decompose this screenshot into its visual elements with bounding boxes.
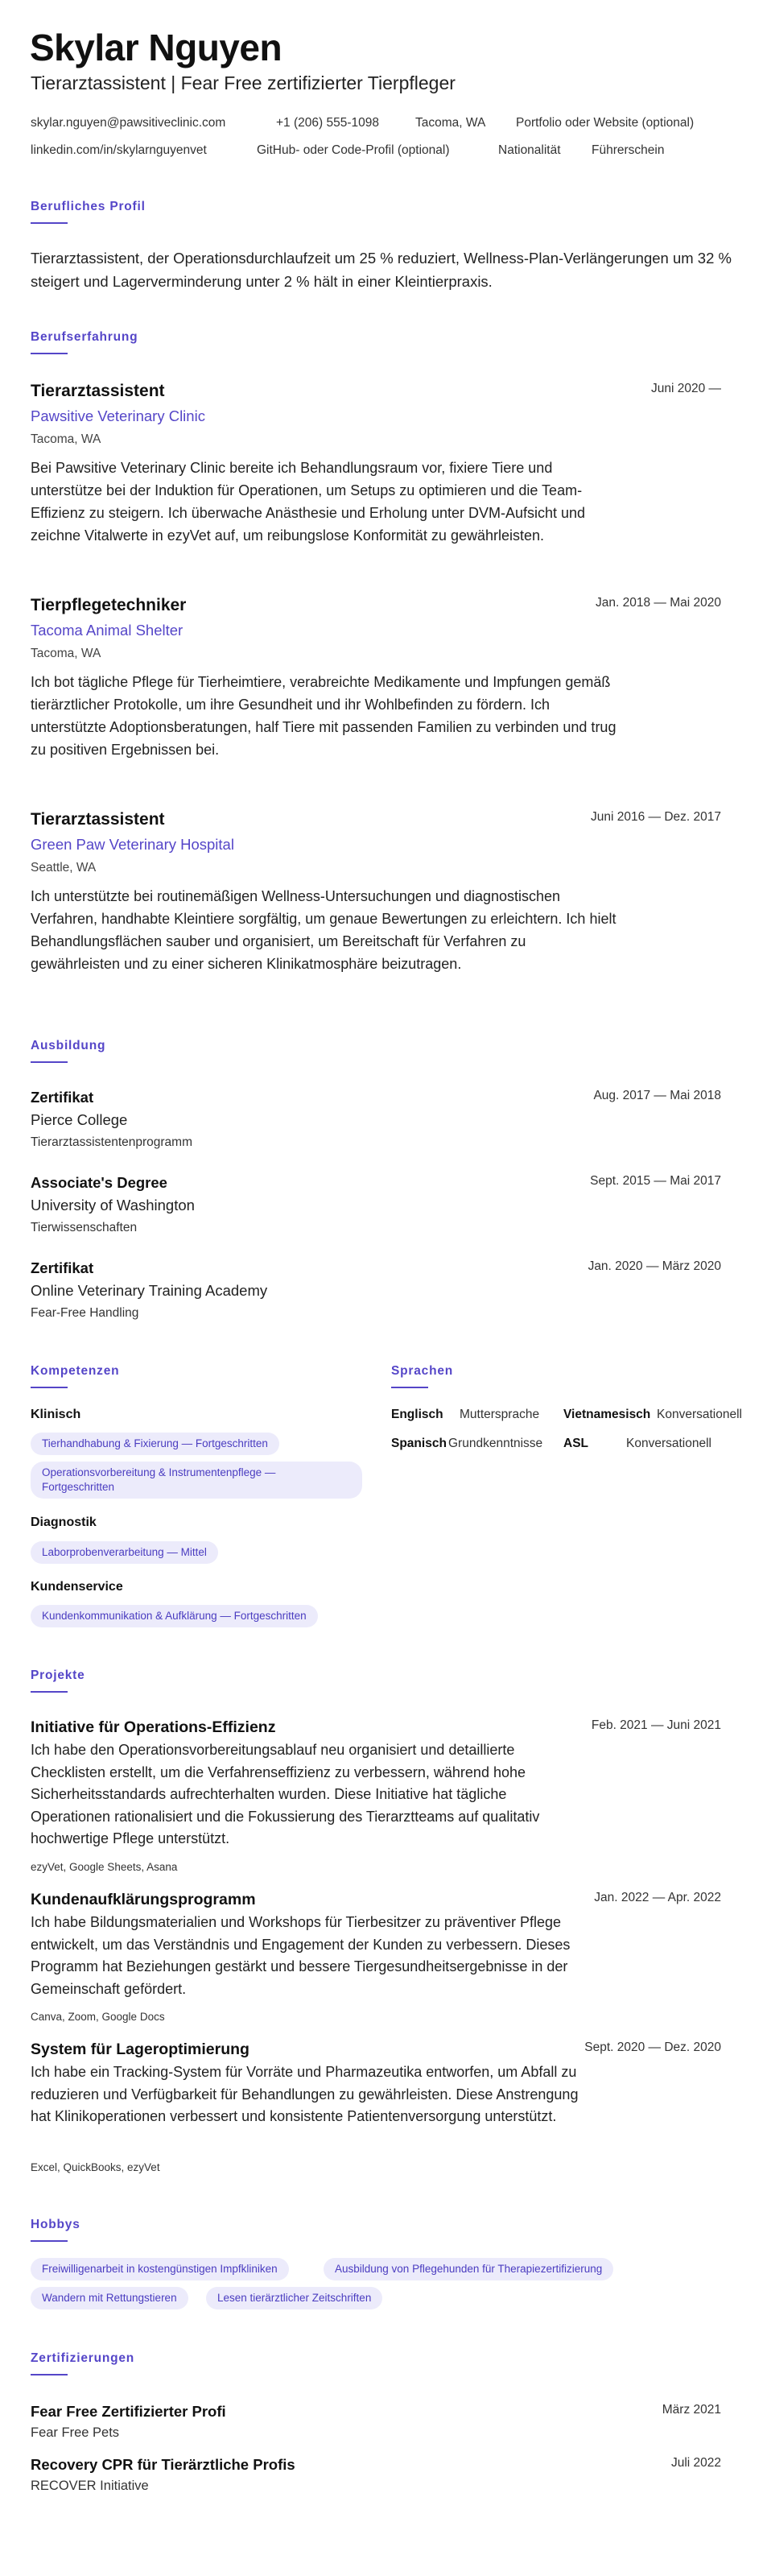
- section-title-certifications: Zertifizierungen: [31, 2351, 135, 2365]
- section-title-experience: Berufserfahrung: [31, 330, 138, 344]
- contact-email[interactable]: skylar.nguyen@pawsitiveclinic.com: [31, 116, 226, 130]
- section-rule: [31, 1387, 68, 1388]
- job-title: Tierarztassistent: [31, 382, 165, 400]
- project-date: Feb. 2021 — Juni 2021: [591, 1718, 721, 1732]
- job-company: Pawsitive Veterinary Clinic: [31, 407, 205, 424]
- profile-summary: Tierarztassistent, der Operationsdurchlaufzeit um 25 % reduziert, Wellness-Plan-Verlängerungen um 32 % steigert und Lagerverminderung unter 2 % hält in einer Kleintierpraxis.: [31, 250, 732, 290]
- job-location: Tacoma, WA: [31, 432, 101, 446]
- job-description: Ich bot tägliche Pflege für Tierheimtiere, verabreichte Medikamente und Impfungen gemäß tierärztlicher Protokolle, um ihre Gesundheit und ihr Wohlbefinden zu fördern. Ich unterstützte Adoptionsberatungen, half Tiere mit passenden Familien zu verbinden und trug zu positiven Ergebnissen bei.: [31, 674, 616, 758]
- project-description: Ich habe den Operationsvorbereitungsablauf neu organisiert und detaillierte Checklisten erstellt, um die Verfahrenseffizienz zu verbessern, während hohe Sicherheitsstandards aufrechterhalten wurden. Diese Initiative hat tägliche Operationen rationalisiert und die Fokussierung des Tierarztteams auf qualitativ hochwertige Pflege unterstützt.: [31, 1742, 540, 1846]
- project-tools: ezyVet, Google Sheets, Asana: [31, 1861, 178, 1873]
- section-rule: [31, 222, 68, 224]
- section-rule: [31, 1061, 68, 1063]
- project-date: Sept. 2020 — Dez. 2020: [584, 2041, 721, 2054]
- certification-date: Juli 2022: [670, 2456, 721, 2470]
- contact-location: Tacoma, WA: [415, 116, 486, 130]
- education-date: Sept. 2015 — Mai 2017: [590, 1174, 721, 1188]
- job-date: Juni 2016 — Dez. 2017: [591, 810, 721, 824]
- skill-chip: Tierhandhabung & Fixierung — Fortgeschritten: [31, 1433, 279, 1455]
- job-title: Tierpflegetechniker: [31, 596, 187, 614]
- certification-date: März 2021: [662, 2403, 721, 2417]
- job-title: Tierarztassistent: [31, 810, 165, 829]
- certification-issuer: RECOVER Initiative: [31, 2479, 149, 2493]
- project-title: Kundenaufklärungsprogramm: [31, 1891, 256, 1908]
- language-name: Englisch: [391, 1408, 443, 1421]
- education-date: Jan. 2020 — März 2020: [588, 1259, 721, 1273]
- hobby-chip: Lesen tierärztlicher Zeitschriften: [206, 2287, 382, 2309]
- job-company: Green Paw Veterinary Hospital: [31, 836, 234, 853]
- section-title-projects: Projekte: [31, 1668, 85, 1682]
- project-description: Ich habe Bildungsmaterialien und Workshops für Tierbesitzer zu präventiver Pflege entwickelt, um das Verständnis und Engagement der Kunden zu verbessern. Dieses Programm hat Beziehungen gestärkt und bessere Tiergesundheitsergebnisse in der Gemeinschaft gefördert.: [31, 1914, 571, 1997]
- language-name: Vietnamesisch: [563, 1408, 651, 1421]
- language-level: Konversationell: [626, 1437, 711, 1450]
- skill-category: Klinisch: [31, 1408, 81, 1421]
- skill-category: Diagnostik: [31, 1515, 97, 1529]
- project-title: System für Lageroptimierung: [31, 2041, 249, 2058]
- certification-name: Recovery CPR für Tierärztliche Profis: [31, 2456, 295, 2473]
- skill-chip: Kundenkommunikation & Aufklärung — Fortgeschritten: [31, 1605, 318, 1627]
- education-school: Pierce College: [31, 1111, 128, 1128]
- section-rule: [391, 1387, 428, 1388]
- project-title: Initiative für Operations-Effizienz: [31, 1718, 276, 1736]
- education-field: Fear-Free Handling: [31, 1306, 139, 1320]
- project-description: Ich habe ein Tracking-System für Vorräte und Pharmazeutika entworfen, um Abfall zu reduzieren und Verfügbarkeit für Behandlungen zu gewährleisten. Diese Anstrengung hat Klinikoperationen verbessert und konsistente Patientenversorgung unterstützt.: [31, 2064, 579, 2124]
- contact-phone[interactable]: +1 (206) 555-1098: [276, 116, 379, 130]
- job-date: Jan. 2018 — Mai 2020: [596, 596, 721, 610]
- contact-license: Führerschein: [592, 143, 665, 157]
- job-description: Bei Pawsitive Veterinary Clinic bereite ich Behandlungsraum vor, fixiere Tiere und unterstütze bei der Induktion für Operationen, um Setups zu optimieren und die Team-Effizienz zu steigern. Ich überwache Anästhesie und Erholung unter DVM-Aufsicht und zeichne Vitalwerte in ezyVet auf, um reibungslose Konformität zu gewährleisten.: [31, 460, 586, 544]
- section-title-hobbies: Hobbys: [31, 2218, 80, 2231]
- education-date: Aug. 2017 — Mai 2018: [593, 1089, 721, 1102]
- hobby-chip: Freiwilligenarbeit in kostengünstigen Impfkliniken: [31, 2258, 289, 2280]
- section-rule: [31, 1691, 68, 1693]
- language-level: Muttersprache: [460, 1408, 540, 1421]
- section-title-profile: Berufliches Profil: [31, 200, 146, 213]
- education-field: Tierarztassistentenprogramm: [31, 1135, 192, 1149]
- section-rule: [31, 2374, 68, 2375]
- project-tools: Canva, Zoom, Google Docs: [31, 2011, 165, 2023]
- certification-name: Fear Free Zertifizierter Profi: [31, 2403, 226, 2420]
- contact-nationality: Nationalität: [498, 143, 561, 157]
- certification-issuer: Fear Free Pets: [31, 2425, 120, 2440]
- language-level: Konversationell: [657, 1408, 742, 1421]
- language-level: Grundkenntnisse: [448, 1437, 543, 1450]
- education-degree: Zertifikat: [31, 1089, 94, 1106]
- candidate-headline: Tierarztassistent | Fear Free zertifizierter Tierpfleger: [31, 72, 456, 93]
- section-title-skills: Kompetenzen: [31, 1364, 120, 1378]
- language-name: Spanisch: [391, 1437, 447, 1450]
- section-rule: [31, 2240, 68, 2242]
- education-degree: Zertifikat: [31, 1259, 94, 1276]
- section-title-education: Ausbildung: [31, 1039, 106, 1052]
- education-degree: Associate's Degree: [31, 1174, 167, 1191]
- job-location: Tacoma, WA: [31, 647, 101, 660]
- hobby-chip: Wandern mit Rettungstieren: [31, 2287, 188, 2309]
- education-school: Online Veterinary Training Academy: [31, 1282, 268, 1299]
- project-date: Jan. 2022 — Apr. 2022: [594, 1891, 721, 1904]
- project-tools: Excel, QuickBooks, ezyVet: [31, 2161, 160, 2173]
- skill-chip: Operationsvorbereitung & Instrumentenpflege — Fortgeschritten: [31, 1462, 362, 1499]
- education-school: University of Washington: [31, 1197, 195, 1214]
- skill-chip: Laborprobenverarbeitung — Mittel: [31, 1541, 218, 1564]
- section-title-languages: Sprachen: [391, 1364, 454, 1378]
- job-location: Seattle, WA: [31, 861, 97, 875]
- section-rule: [31, 353, 68, 354]
- contact-portfolio[interactable]: Portfolio oder Website (optional): [516, 116, 695, 130]
- job-date: Juni 2020 —: [650, 382, 721, 395]
- candidate-name: Skylar Nguyen: [30, 27, 282, 68]
- hobby-chip: Ausbildung von Pflegehunden für Therapiezertifizierung: [324, 2258, 613, 2280]
- job-company: Tacoma Animal Shelter: [31, 622, 184, 639]
- language-name: ASL: [563, 1437, 588, 1450]
- contact-github[interactable]: GitHub- oder Code-Profil (optional): [257, 143, 450, 157]
- job-description: Ich unterstützte bei routinemäßigen Wellness-Untersuchungen und diagnostischen Verfahren, handhabte Kleintiere sorgfältig, um genaue Bewertungen zu erleichtern. Ich hielt Behandlungsflächen sauber und organisiert, um Bereitschaft für Verfahren zu gewährleisten und zu einer sicheren Klinikatmosphäre beizutragen.: [31, 888, 616, 972]
- skill-category: Kundenservice: [31, 1580, 123, 1594]
- education-field: Tierwissenschaften: [31, 1221, 138, 1234]
- contact-linkedin[interactable]: linkedin.com/in/skylarnguyenvet: [31, 143, 207, 157]
